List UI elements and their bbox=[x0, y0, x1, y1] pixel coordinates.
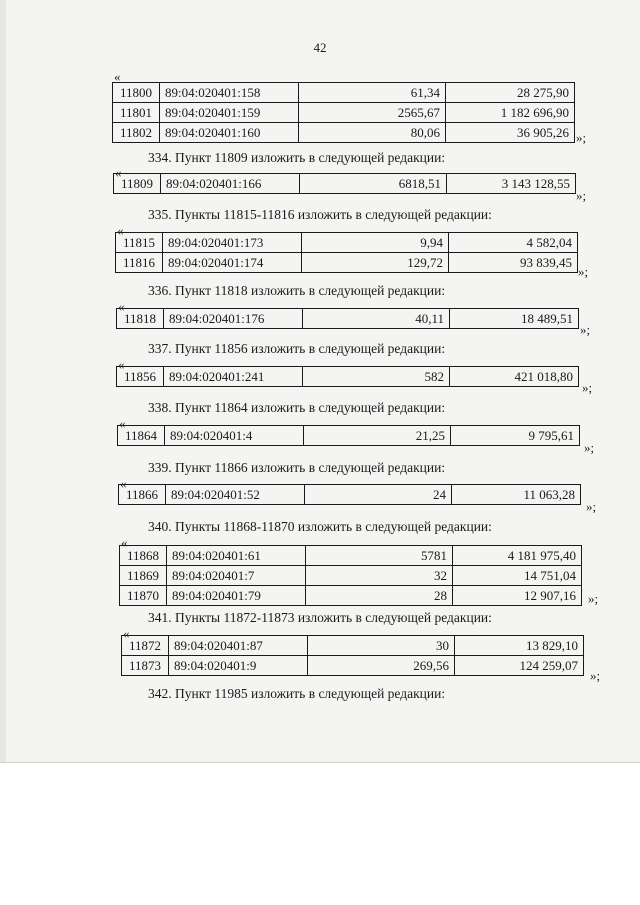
final-heading: 342. Пункт 11985 изложить в следующей редакции: bbox=[148, 686, 446, 701]
cadastral-number-cell: 89:04:020401:166 bbox=[161, 174, 300, 194]
value-cell: 36 905,26 bbox=[446, 123, 575, 143]
item-number-cell: 11800 bbox=[113, 83, 160, 103]
item-number-cell: 11801 bbox=[113, 103, 160, 123]
item-number-cell: 11856 bbox=[117, 367, 164, 387]
amendment-table bbox=[116, 366, 579, 387]
cadastral-number-cell: 89:04:020401:159 bbox=[160, 103, 299, 123]
area-cell: 2565,67 bbox=[299, 103, 446, 123]
table-row bbox=[113, 103, 575, 123]
area-cell: 30 bbox=[308, 636, 455, 656]
cadastral-number-cell: 89:04:020401:9 bbox=[169, 656, 308, 676]
cadastral-number-cell: 89:04:020401:176 bbox=[164, 309, 303, 329]
item-number-cell: 11816 bbox=[116, 253, 163, 273]
area-cell: 24 bbox=[305, 485, 452, 505]
table-row bbox=[116, 253, 578, 273]
area-cell: 28 bbox=[306, 586, 453, 606]
cadastral-number-cell: 89:04:020401:174 bbox=[163, 253, 302, 273]
close-quote: »; bbox=[586, 499, 597, 514]
close-quote: »; bbox=[576, 188, 587, 203]
open-quote: « bbox=[117, 223, 124, 238]
amendment-table bbox=[112, 82, 575, 143]
cadastral-number-cell: 89:04:020401:4 bbox=[165, 426, 304, 446]
table-row bbox=[119, 485, 581, 505]
scan-edge bbox=[0, 762, 640, 763]
area-cell: 9,94 bbox=[302, 233, 449, 253]
table-row bbox=[122, 636, 584, 656]
area-cell: 5781 bbox=[306, 546, 453, 566]
cadastral-number-cell: 89:04:020401:87 bbox=[169, 636, 308, 656]
amendment-table bbox=[118, 484, 581, 505]
area-cell: 80,06 bbox=[299, 123, 446, 143]
cadastral-number-cell: 89:04:020401:7 bbox=[167, 566, 306, 586]
amendment-table bbox=[121, 635, 584, 676]
item-number-cell: 11815 bbox=[116, 233, 163, 253]
item-number-cell: 11866 bbox=[119, 485, 166, 505]
close-quote: »; bbox=[582, 380, 593, 395]
section-heading: 334. Пункт 11809 изложить в следующей редакции: bbox=[148, 150, 446, 165]
open-quote: « bbox=[123, 626, 130, 641]
item-number-cell: 11870 bbox=[120, 586, 167, 606]
item-number-cell: 11818 bbox=[117, 309, 164, 329]
value-cell: 18 489,51 bbox=[450, 309, 579, 329]
value-cell: 3 143 128,55 bbox=[447, 174, 576, 194]
section-heading: 338. Пункт 11864 изложить в следующей редакции: bbox=[148, 400, 446, 415]
value-cell: 9 795,61 bbox=[451, 426, 580, 446]
section-heading: 339. Пункт 11866 изложить в следующей редакции: bbox=[148, 460, 446, 475]
value-cell: 11 063,28 bbox=[452, 485, 581, 505]
close-quote: »; bbox=[580, 322, 591, 337]
cadastral-number-cell: 89:04:020401:79 bbox=[167, 586, 306, 606]
value-cell: 12 907,16 bbox=[453, 586, 582, 606]
amendment-table bbox=[116, 308, 579, 329]
amendment-table bbox=[115, 232, 578, 273]
value-cell: 1 182 696,90 bbox=[446, 103, 575, 123]
item-number-cell: 11873 bbox=[122, 656, 169, 676]
area-cell: 582 bbox=[303, 367, 450, 387]
value-cell: 14 751,04 bbox=[453, 566, 582, 586]
area-cell: 129,72 bbox=[302, 253, 449, 273]
amendment-table bbox=[119, 545, 582, 606]
table-row bbox=[122, 656, 584, 676]
section-heading: 336. Пункт 11818 изложить в следующей редакции: bbox=[148, 283, 446, 298]
area-cell: 40,11 bbox=[303, 309, 450, 329]
value-cell: 421 018,80 bbox=[450, 367, 579, 387]
table-row bbox=[120, 586, 582, 606]
open-quote: « bbox=[118, 299, 125, 314]
table-row bbox=[114, 174, 576, 194]
amendment-table bbox=[117, 425, 580, 446]
item-number-cell: 11869 bbox=[120, 566, 167, 586]
item-number-cell: 11872 bbox=[122, 636, 169, 656]
item-number-cell: 11868 bbox=[120, 546, 167, 566]
close-quote: »; bbox=[576, 130, 587, 145]
page-number: 42 bbox=[313, 40, 327, 55]
table-row bbox=[117, 309, 579, 329]
area-cell: 6818,51 bbox=[300, 174, 447, 194]
cadastral-number-cell: 89:04:020401:173 bbox=[163, 233, 302, 253]
amendment-table bbox=[113, 173, 576, 194]
table-row bbox=[117, 367, 579, 387]
cadastral-number-cell: 89:04:020401:52 bbox=[166, 485, 305, 505]
close-quote: »; bbox=[590, 668, 601, 683]
close-quote: »; bbox=[588, 591, 599, 606]
table-row bbox=[113, 123, 575, 143]
section-heading: 340. Пункты 11868-11870 изложить в следующей редакции: bbox=[148, 519, 492, 534]
item-number-cell: 11802 bbox=[113, 123, 160, 143]
value-cell: 28 275,90 bbox=[446, 83, 575, 103]
area-cell: 32 bbox=[306, 566, 453, 586]
open-quote: « bbox=[115, 165, 122, 180]
open-quote: « bbox=[118, 357, 125, 372]
table-row bbox=[113, 83, 575, 103]
value-cell: 124 259,07 bbox=[455, 656, 584, 676]
cadastral-number-cell: 89:04:020401:61 bbox=[167, 546, 306, 566]
value-cell: 13 829,10 bbox=[455, 636, 584, 656]
table-row bbox=[116, 233, 578, 253]
value-cell: 4 582,04 bbox=[449, 233, 578, 253]
close-quote: »; bbox=[584, 440, 595, 455]
open-quote: « bbox=[121, 535, 128, 550]
section-heading: 341. Пункты 11872-11873 изложить в следующей редакции: bbox=[148, 610, 492, 625]
item-number-cell: 11809 bbox=[114, 174, 161, 194]
item-number-cell: 11864 bbox=[118, 426, 165, 446]
area-cell: 61,34 bbox=[299, 83, 446, 103]
table-row bbox=[120, 546, 582, 566]
value-cell: 93 839,45 bbox=[449, 253, 578, 273]
cadastral-number-cell: 89:04:020401:158 bbox=[160, 83, 299, 103]
section-heading: 337. Пункт 11856 изложить в следующей редакции: bbox=[148, 341, 446, 356]
area-cell: 269,56 bbox=[308, 656, 455, 676]
table-row bbox=[120, 566, 582, 586]
cadastral-number-cell: 89:04:020401:160 bbox=[160, 123, 299, 143]
value-cell: 4 181 975,40 bbox=[453, 546, 582, 566]
open-quote: « bbox=[119, 416, 126, 431]
cadastral-number-cell: 89:04:020401:241 bbox=[164, 367, 303, 387]
open-quote: « bbox=[114, 69, 121, 84]
page-fold-shadow bbox=[0, 0, 6, 763]
close-quote: »; bbox=[578, 264, 589, 279]
table-row bbox=[118, 426, 580, 446]
section-heading: 335. Пункты 11815-11816 изложить в следующей редакции: bbox=[148, 207, 492, 222]
open-quote: « bbox=[120, 476, 127, 491]
area-cell: 21,25 bbox=[304, 426, 451, 446]
